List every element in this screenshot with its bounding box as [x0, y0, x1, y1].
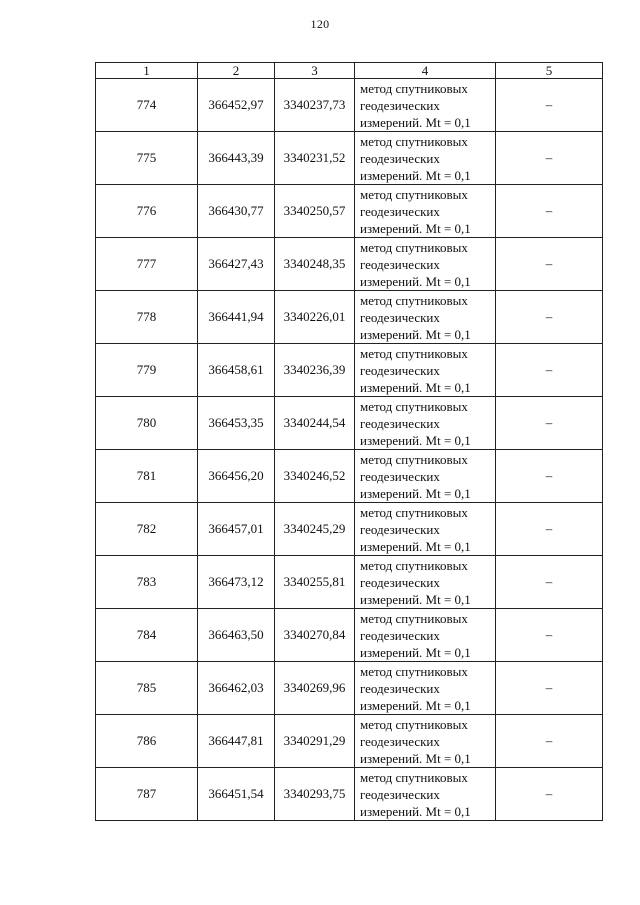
y-coordinate-cell: 3340244,54 — [275, 397, 355, 450]
x-coordinate-cell: 366441,94 — [198, 291, 275, 344]
x-coordinate-cell: 366473,12 — [198, 556, 275, 609]
y-coordinate-cell: 3340231,52 — [275, 132, 355, 185]
method-line: метод спутниковых — [360, 717, 468, 732]
x-coordinate-cell: 366427,43 — [198, 238, 275, 291]
coordinates-table — [95, 62, 603, 821]
method-line: метод спутниковых — [360, 134, 468, 149]
note-cell: – — [496, 185, 603, 238]
table-header-row — [96, 63, 603, 79]
point-number-cell: 781 — [96, 450, 198, 503]
table-row — [96, 79, 603, 132]
method-line: измерений. Mt = 0,1 — [360, 539, 471, 554]
x-coordinate-cell: 366462,03 — [198, 662, 275, 715]
method-line: метод спутниковых — [360, 770, 468, 785]
method-line: геодезических — [360, 681, 440, 696]
method-line: измерений. Mt = 0,1 — [360, 698, 471, 713]
note-cell: – — [496, 344, 603, 397]
method-cell — [355, 609, 496, 662]
method-line: измерений. Mt = 0,1 — [360, 645, 471, 660]
method-cell — [355, 450, 496, 503]
note-cell: – — [496, 450, 603, 503]
x-coordinate-cell: 366447,81 — [198, 715, 275, 768]
method-line: геодезических — [360, 575, 440, 590]
method-line: метод спутниковых — [360, 399, 468, 414]
table-row — [96, 397, 603, 450]
point-number-cell: 785 — [96, 662, 198, 715]
point-number-cell: 778 — [96, 291, 198, 344]
note-cell: – — [496, 715, 603, 768]
method-cell — [355, 503, 496, 556]
method-line: измерений. Mt = 0,1 — [360, 804, 471, 819]
column-header-4: 4 — [355, 63, 496, 79]
point-number-cell: 774 — [96, 79, 198, 132]
column-header-5: 5 — [496, 63, 603, 79]
method-line: измерений. Mt = 0,1 — [360, 486, 471, 501]
method-line: геодезических — [360, 469, 440, 484]
table-row — [96, 291, 603, 344]
point-number-cell: 775 — [96, 132, 198, 185]
point-number-cell: 784 — [96, 609, 198, 662]
method-cell — [355, 132, 496, 185]
method-cell — [355, 768, 496, 821]
y-coordinate-cell: 3340293,75 — [275, 768, 355, 821]
y-coordinate-cell: 3340269,96 — [275, 662, 355, 715]
method-cell — [355, 79, 496, 132]
x-coordinate-cell: 366443,39 — [198, 132, 275, 185]
method-line: метод спутниковых — [360, 452, 468, 467]
method-line: метод спутниковых — [360, 611, 468, 626]
table-body — [96, 79, 603, 821]
x-coordinate-cell: 366456,20 — [198, 450, 275, 503]
note-cell: – — [496, 291, 603, 344]
method-line: измерений. Mt = 0,1 — [360, 327, 471, 342]
x-coordinate-cell: 366458,61 — [198, 344, 275, 397]
method-line: геодезических — [360, 98, 440, 113]
method-line: геодезических — [360, 787, 440, 802]
note-cell: – — [496, 397, 603, 450]
note-cell: – — [496, 79, 603, 132]
note-cell: – — [496, 132, 603, 185]
method-line: геодезических — [360, 416, 440, 431]
y-coordinate-cell: 3340226,01 — [275, 291, 355, 344]
method-cell — [355, 662, 496, 715]
point-number-cell: 787 — [96, 768, 198, 821]
method-line: метод спутниковых — [360, 187, 468, 202]
page-number: 120 — [310, 17, 330, 31]
column-header-1: 1 — [96, 63, 198, 79]
point-number-cell: 777 — [96, 238, 198, 291]
x-coordinate-cell: 366457,01 — [198, 503, 275, 556]
table-row — [96, 450, 603, 503]
y-coordinate-cell: 3340255,81 — [275, 556, 355, 609]
table-row — [96, 556, 603, 609]
method-line: геодезических — [360, 628, 440, 643]
note-cell: – — [496, 238, 603, 291]
x-coordinate-cell: 366430,77 — [198, 185, 275, 238]
note-cell: – — [496, 556, 603, 609]
note-cell: – — [496, 609, 603, 662]
table-row — [96, 609, 603, 662]
table-row — [96, 344, 603, 397]
y-coordinate-cell: 3340270,84 — [275, 609, 355, 662]
method-line: геодезических — [360, 310, 440, 325]
method-line: метод спутниковых — [360, 664, 468, 679]
method-cell — [355, 715, 496, 768]
note-cell: – — [496, 503, 603, 556]
method-line: метод спутниковых — [360, 346, 468, 361]
y-coordinate-cell: 3340236,39 — [275, 344, 355, 397]
method-line: измерений. Mt = 0,1 — [360, 115, 471, 130]
method-line: метод спутниковых — [360, 558, 468, 573]
column-header-3: 3 — [275, 63, 355, 79]
y-coordinate-cell: 3340237,73 — [275, 79, 355, 132]
table-row — [96, 132, 603, 185]
method-line: геодезических — [360, 734, 440, 749]
method-line: геодезических — [360, 151, 440, 166]
method-cell — [355, 344, 496, 397]
method-line: измерений. Mt = 0,1 — [360, 592, 471, 607]
point-number-cell: 782 — [96, 503, 198, 556]
method-line: измерений. Mt = 0,1 — [360, 168, 471, 183]
note-cell: – — [496, 768, 603, 821]
method-cell — [355, 185, 496, 238]
method-cell — [355, 397, 496, 450]
point-number-cell: 783 — [96, 556, 198, 609]
method-line: измерений. Mt = 0,1 — [360, 751, 471, 766]
method-line: измерений. Mt = 0,1 — [360, 433, 471, 448]
y-coordinate-cell: 3340248,35 — [275, 238, 355, 291]
table-row — [96, 715, 603, 768]
point-number-cell: 780 — [96, 397, 198, 450]
note-cell: – — [496, 662, 603, 715]
method-line: геодезических — [360, 257, 440, 272]
x-coordinate-cell: 366452,97 — [198, 79, 275, 132]
table-row — [96, 238, 603, 291]
method-line: метод спутниковых — [360, 505, 468, 520]
y-coordinate-cell: 3340245,29 — [275, 503, 355, 556]
x-coordinate-cell: 366451,54 — [198, 768, 275, 821]
method-line: геодезических — [360, 363, 440, 378]
method-line: измерений. Mt = 0,1 — [360, 380, 471, 395]
table-row — [96, 662, 603, 715]
point-number-cell: 786 — [96, 715, 198, 768]
y-coordinate-cell: 3340250,57 — [275, 185, 355, 238]
column-header-2: 2 — [198, 63, 275, 79]
x-coordinate-cell: 366463,50 — [198, 609, 275, 662]
method-line: геодезических — [360, 522, 440, 537]
method-line: метод спутниковых — [360, 240, 468, 255]
method-cell — [355, 556, 496, 609]
point-number-cell: 776 — [96, 185, 198, 238]
table-row — [96, 503, 603, 556]
point-number-cell: 779 — [96, 344, 198, 397]
y-coordinate-cell: 3340291,29 — [275, 715, 355, 768]
method-line: метод спутниковых — [360, 293, 468, 308]
method-line: метод спутниковых — [360, 81, 468, 96]
method-cell — [355, 238, 496, 291]
method-cell — [355, 291, 496, 344]
method-line: геодезических — [360, 204, 440, 219]
x-coordinate-cell: 366453,35 — [198, 397, 275, 450]
method-line: измерений. Mt = 0,1 — [360, 274, 471, 289]
table-row — [96, 768, 603, 821]
y-coordinate-cell: 3340246,52 — [275, 450, 355, 503]
method-line: измерений. Mt = 0,1 — [360, 221, 471, 236]
table-row — [96, 185, 603, 238]
